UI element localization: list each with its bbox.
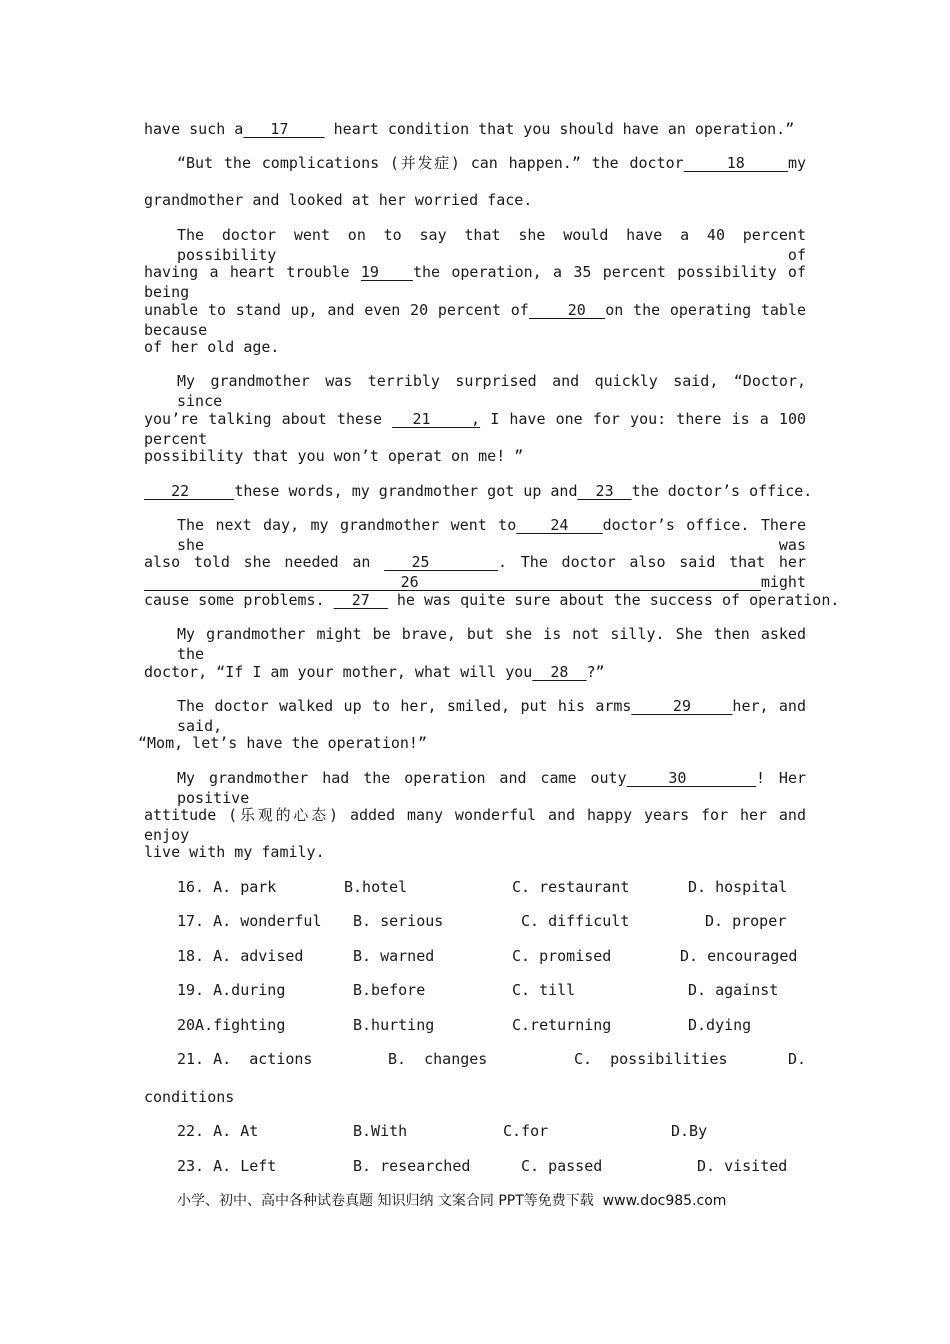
option-d: D. encouraged — [680, 947, 798, 965]
option-b: B.With — [353, 1122, 408, 1140]
blank-23: 23 — [577, 482, 632, 500]
option-row — [0, 877, 950, 897]
option-b: B.before — [353, 981, 426, 999]
text: The doctor walked up to her, smiled, put his arms — [177, 697, 632, 715]
option-b: B. warned — [353, 947, 435, 965]
text: cause some problems. — [144, 591, 334, 609]
text: ?” — [586, 663, 605, 681]
text: her, and said, — [177, 697, 806, 735]
option-a: 23. A. Left — [177, 1157, 277, 1175]
option-row — [0, 980, 950, 1000]
option-d: D.dying — [688, 1016, 752, 1034]
option-d-continued: conditions — [144, 1088, 235, 1106]
passage-line — [144, 590, 840, 610]
blank-21: 21 , — [392, 410, 481, 428]
passage-line — [144, 552, 806, 592]
option-c: C. till — [512, 981, 576, 999]
option-d: D. against — [688, 981, 779, 999]
passage-line: attitude (乐观的心态) added many wonderful and happy years for her and enjoy — [144, 806, 806, 844]
passage-line: grandmother and looked at her worried face. — [144, 191, 533, 209]
option-c: C. restaurant — [512, 878, 630, 896]
option-b: B.hotel — [344, 878, 408, 896]
option-c: C. possibilities — [574, 1050, 728, 1068]
option-d: D. proper — [705, 912, 787, 930]
option-row — [0, 946, 950, 966]
blank-17: 17 — [243, 120, 325, 138]
option-b: B. serious — [353, 912, 444, 930]
text: my — [787, 154, 806, 172]
option-c: C.returning — [512, 1016, 612, 1034]
text: I have one for you: there is a 100 percent — [144, 410, 807, 448]
option-a: 18. A. advised — [177, 947, 304, 965]
option-row — [0, 911, 950, 931]
option-b: B. researched — [353, 1157, 471, 1175]
option-d: D. visited — [697, 1157, 788, 1175]
passage-line — [144, 300, 806, 340]
text: The next day, my grandmother went to — [177, 516, 517, 534]
text: on the operating table because — [144, 301, 807, 339]
text: My grandmother had the operation and came outy — [177, 769, 627, 787]
option-a: 20A.fighting — [177, 1016, 286, 1034]
option-row — [0, 1015, 950, 1035]
passage-line — [144, 409, 806, 449]
passage-line: possibility that you won’t operat on me! ” — [144, 447, 524, 465]
text: have such a — [144, 120, 244, 138]
option-a: 22. A. At — [177, 1122, 259, 1140]
passage-line — [177, 768, 806, 808]
passage-line: live with my family. — [144, 843, 325, 861]
blank-30: 30 — [626, 769, 756, 787]
passage-line: My grandmother might be brave, but she is not silly. She then asked the — [177, 625, 806, 663]
text: heart condition that you should have an operation.” — [324, 120, 795, 138]
passage-line — [144, 262, 806, 302]
option-c: C. promised — [512, 947, 612, 965]
option-a: 17. A. wonderful — [177, 912, 322, 930]
blank-26: 26 — [144, 573, 761, 591]
option-a: 16. A. park — [177, 878, 277, 896]
option-row — [0, 1156, 950, 1176]
passage-line — [177, 153, 806, 173]
text: might — [760, 573, 806, 591]
option-c: C. passed — [521, 1157, 603, 1175]
blank-25: 25 — [384, 553, 499, 571]
passage-line — [144, 481, 813, 501]
passage-line: “Mom, let’s have the operation!” — [138, 734, 427, 752]
blank-18: 18 — [683, 154, 788, 172]
passage-line — [144, 662, 806, 682]
option-b: B. changes — [388, 1050, 488, 1068]
blank-28: 28 — [532, 663, 587, 681]
option-c: C.for — [503, 1122, 549, 1140]
blank-24: 24 — [516, 516, 603, 534]
text: also told she needed an — [144, 553, 385, 571]
text: doctor, “If I am your mother, what will you — [144, 663, 533, 681]
footer-watermark: 小学、初中、高中各种试卷真题 知识归纳 文案合同 PPT等免费下载 www.doc985.com — [177, 1193, 727, 1209]
text: having a heart trouble — [144, 263, 361, 281]
option-b: B.hurting — [353, 1016, 435, 1034]
text: unable to stand up, and even 20 percent of — [144, 301, 529, 319]
option-a: 21. A. actions — [177, 1050, 313, 1068]
passage-line — [144, 119, 806, 139]
option-c: C. difficult — [521, 912, 630, 930]
text: these words, my grandmother got up and — [234, 482, 578, 500]
option-row — [0, 1121, 950, 1141]
text: the doctor’s office. — [631, 482, 813, 500]
text: . The doctor also said that her — [498, 553, 806, 571]
passage-line: of her old age. — [144, 338, 280, 356]
text: doctor’s office. There she was — [177, 516, 806, 554]
text: “But the complications (并发症) can happen.” the doctor — [177, 154, 684, 172]
passage-line: The doctor went on to say that she would have a 40 percent possibility of — [177, 226, 806, 264]
text: he was quite sure about the success of operation. — [387, 591, 840, 609]
passage-line — [177, 515, 806, 555]
option-row — [0, 1049, 950, 1069]
option-row — [0, 1087, 950, 1107]
text: ! Her positive — [177, 769, 807, 807]
option-d: D.By — [671, 1122, 708, 1140]
option-a: 19. A.during — [177, 981, 286, 999]
blank-20: 20 — [528, 301, 606, 319]
blank-19: 19 — [360, 263, 413, 281]
text: the operation, a 35 percent possibility of being — [144, 263, 806, 301]
option-d: D. hospital — [688, 878, 788, 896]
text: you’re talking about these — [144, 410, 393, 428]
option-d: D. — [788, 1050, 807, 1068]
blank-27: 27 — [333, 591, 388, 609]
passage-line — [177, 696, 806, 736]
blank-29: 29 — [631, 697, 733, 715]
blank-22: 22 — [144, 482, 235, 500]
passage-line: My grandmother was terribly surprised and quickly said, “Doctor, since — [177, 372, 806, 410]
